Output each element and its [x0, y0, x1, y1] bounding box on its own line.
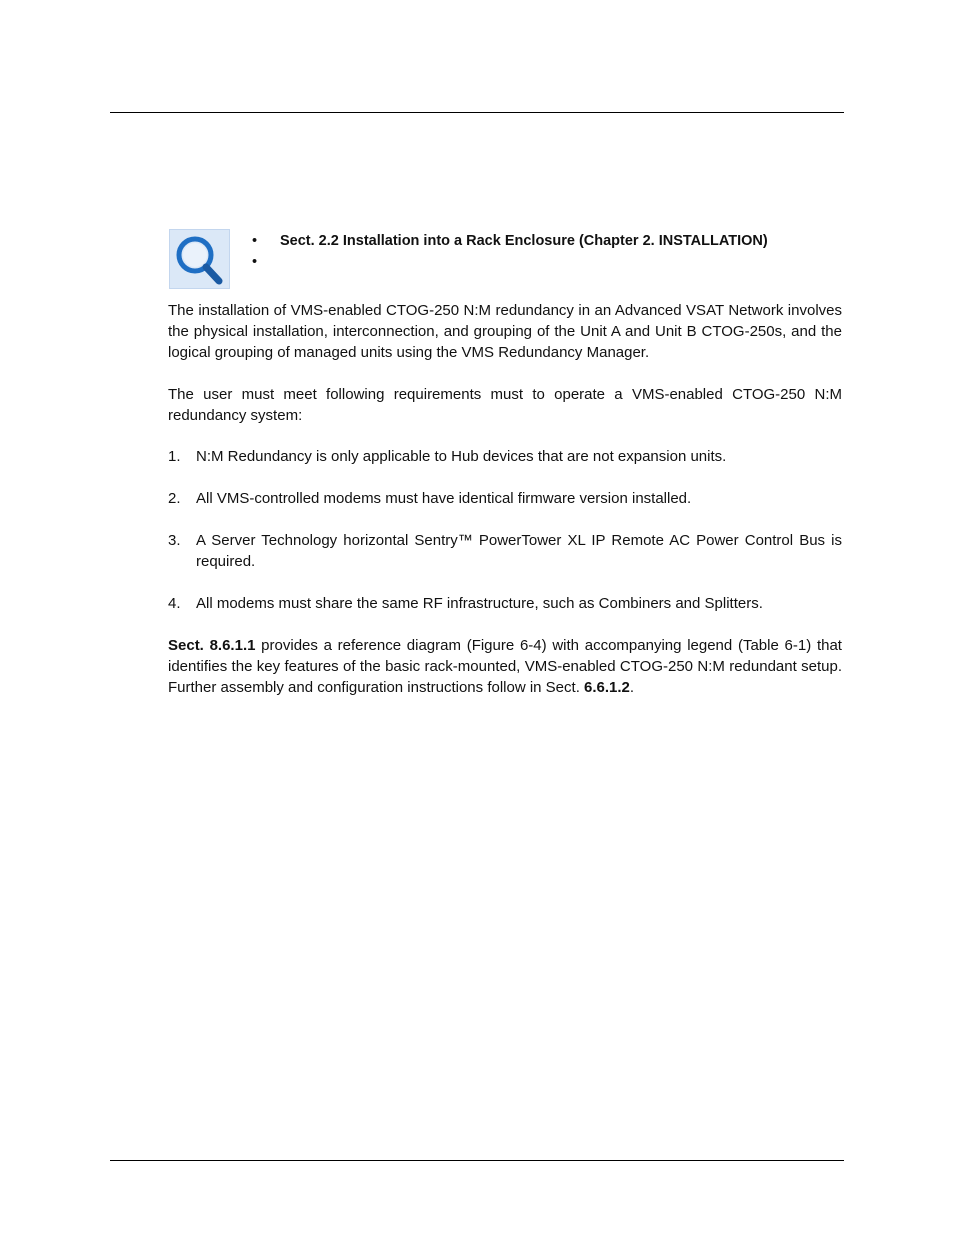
item-text: All modems must share the same RF infrastructure, such as Combiners and Splitters.	[196, 595, 763, 612]
item-text: All VMS-controlled modems must have identical firmware version installed.	[196, 490, 692, 507]
reference-item	[252, 231, 768, 252]
item-number: 3.	[168, 532, 181, 549]
reference-item	[252, 252, 768, 273]
item-number: 4.	[168, 595, 181, 612]
bullet-icon: •	[252, 233, 258, 249]
requirements-intro: The user must meet following requirements must to operate a VMS-enabled CTOG-250 N:M redundancy system:	[168, 386, 842, 424]
item-number: 1.	[168, 448, 181, 465]
requirements-list	[168, 488, 842, 509]
reference-text[interactable]: Sect. 2.2 Installation into a Rack Enclosure (Chapter 2. INSTALLATION)	[280, 233, 768, 249]
item-number: 2.	[168, 490, 181, 507]
requirement-item	[168, 530, 842, 572]
section-link[interactable]: 6.6.1.2	[584, 679, 630, 696]
header-rule	[110, 112, 844, 113]
closing-paragraph	[168, 635, 842, 698]
item-text: A Server Technology horizontal Sentry™ PowerTower XL IP Remote AC Power Control Bus is required.	[196, 532, 842, 570]
bullet-icon: •	[252, 254, 258, 270]
requirement-item	[168, 593, 842, 614]
magnifier-icon	[169, 229, 230, 289]
requirements-list	[168, 446, 842, 467]
section-link[interactable]: Sect. 8.6.1.1	[168, 637, 256, 654]
footer-rule	[110, 1160, 844, 1161]
requirement-item	[168, 488, 842, 509]
closing-text: provides a reference diagram (Figure 6-4) with accompanying legend (Table 6-1) that identifies the key features of the basic rack-mounted, VMS-enabled CTOG-250 N:M redundant setup. Further assembly and configuration instructions follow in Sect.	[168, 637, 842, 696]
reference-list	[252, 231, 768, 273]
item-text: N:M Redundancy is only applicable to Hub devices that are not expansion units.	[196, 448, 727, 465]
requirements-list	[168, 530, 842, 572]
requirement-item	[168, 446, 842, 467]
requirements-list	[168, 593, 842, 614]
intro-paragraph: The installation of VMS-enabled CTOG-250 N:M redundancy in an Advanced VSAT Network involves the physical installation, interconnection, and grouping of the Unit A and Unit B CTOG-250s, and the logical grouping of managed units using the VMS Redundancy Manager.	[168, 302, 842, 361]
closing-end: .	[629, 679, 635, 696]
